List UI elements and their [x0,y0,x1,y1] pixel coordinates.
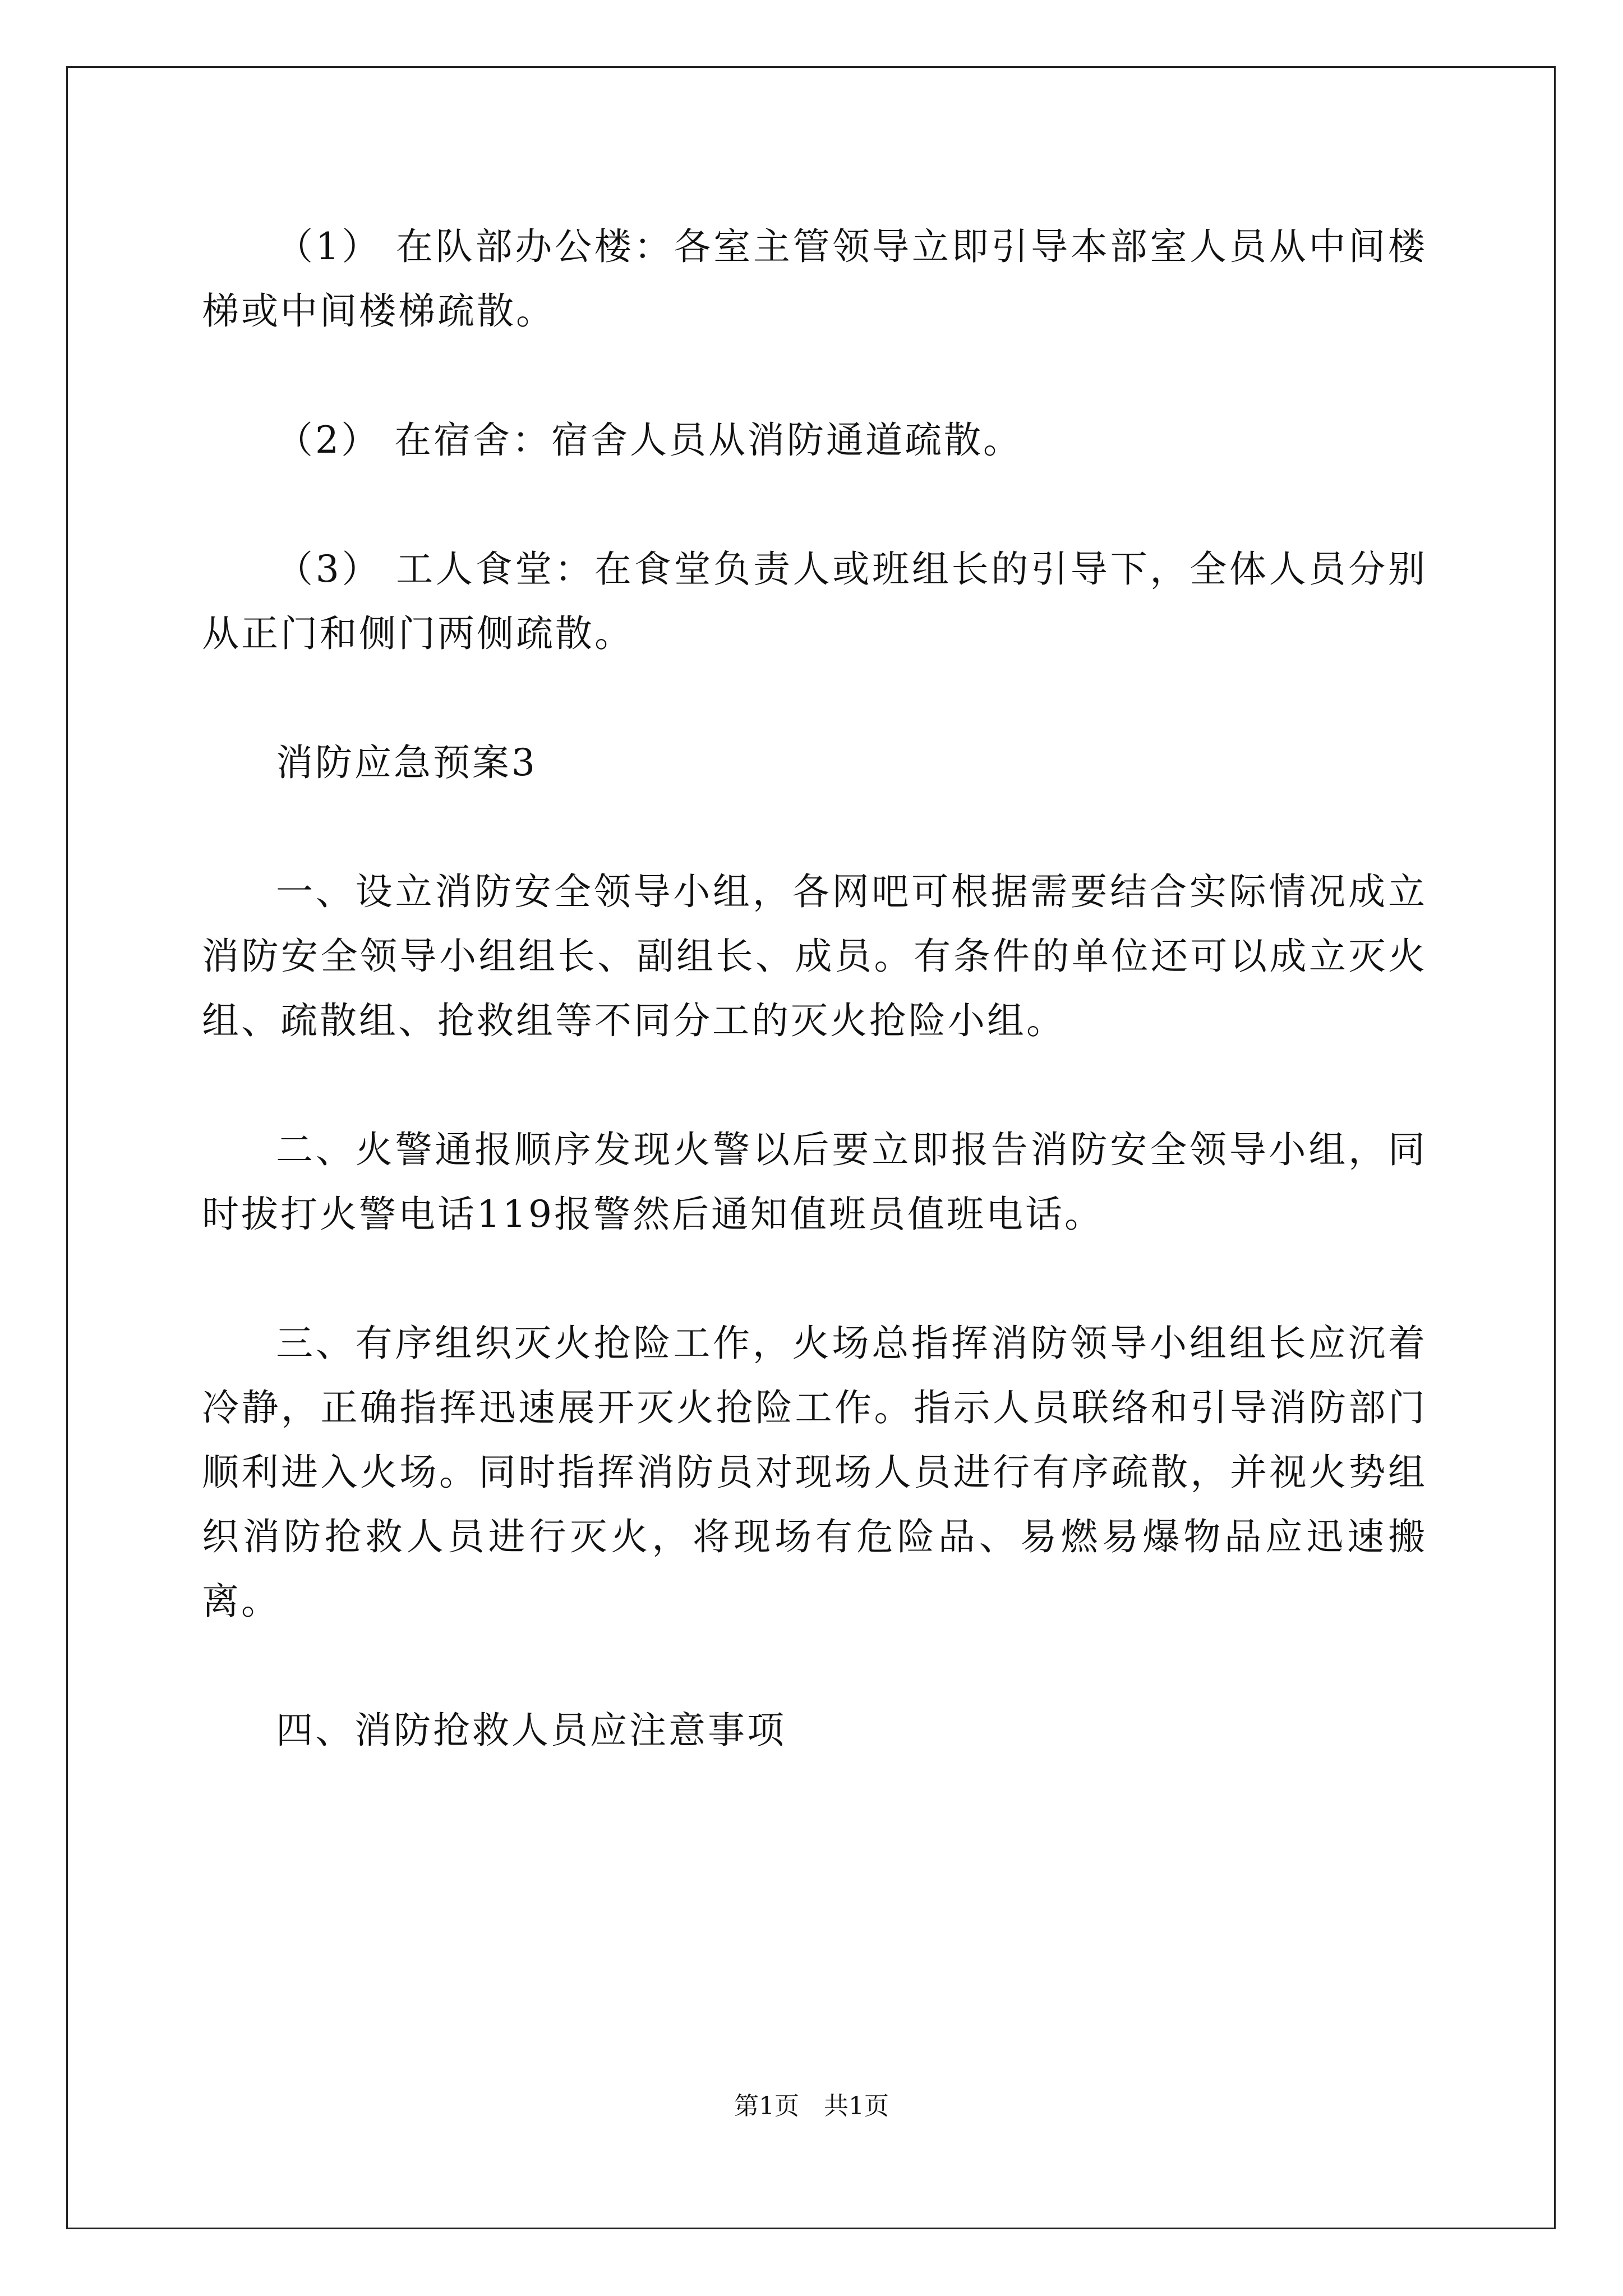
paragraph-evacuation-canteen: （3） 工人食堂：在食堂负责人或班组长的引导下，全体人员分别从正门和侧门两侧疏散。 [202,547,1427,655]
paragraph-section-1: 一、设立消防安全领导小组，各网吧可根据需要结合实际情况成立消防安全领导小组组长、副组长、成员。有条件的单位还可以成立灭火组、疏散组、抢救组等不同分工的灭火抢险小组。 [202,870,1427,1042]
document-body [202,214,1427,1763]
paragraph-section-4: 四、消防抢救人员应注意事项 [276,1709,786,1752]
paragraph-section-2: 二、火警通报顺序发现火警以后要立即报告消防安全领导小组，同时拔打火警电话119报警然后通知值班员值班电话。 [202,1128,1427,1236]
paragraph-evacuation-dormitory: （2） 在宿舍：宿舍人员从消防通道疏散。 [276,418,1022,462]
paragraph-section-3: 三、有序组织灭火抢险工作，火场总指挥消防领导小组组长应沉着冷静，正确指挥迅速展开灭火抢险工作。指示人员联络和引导消防部门顺利进入火场。同时指挥消防员对现场人员进行有序疏散，并视火势组织消防抢救人员进行灭火，将现场有危险品、易燃易爆物品应迅速搬离。 [202,1322,1427,1623]
page-footer: 第1页 共1页 [734,2092,889,2120]
section-heading: 消防应急预案3 [276,741,537,784]
paragraph-evacuation-office: （1） 在队部办公楼：各室主管领导立即引导本部室人员从中间楼梯或中间楼梯疏散。 [202,225,1427,333]
